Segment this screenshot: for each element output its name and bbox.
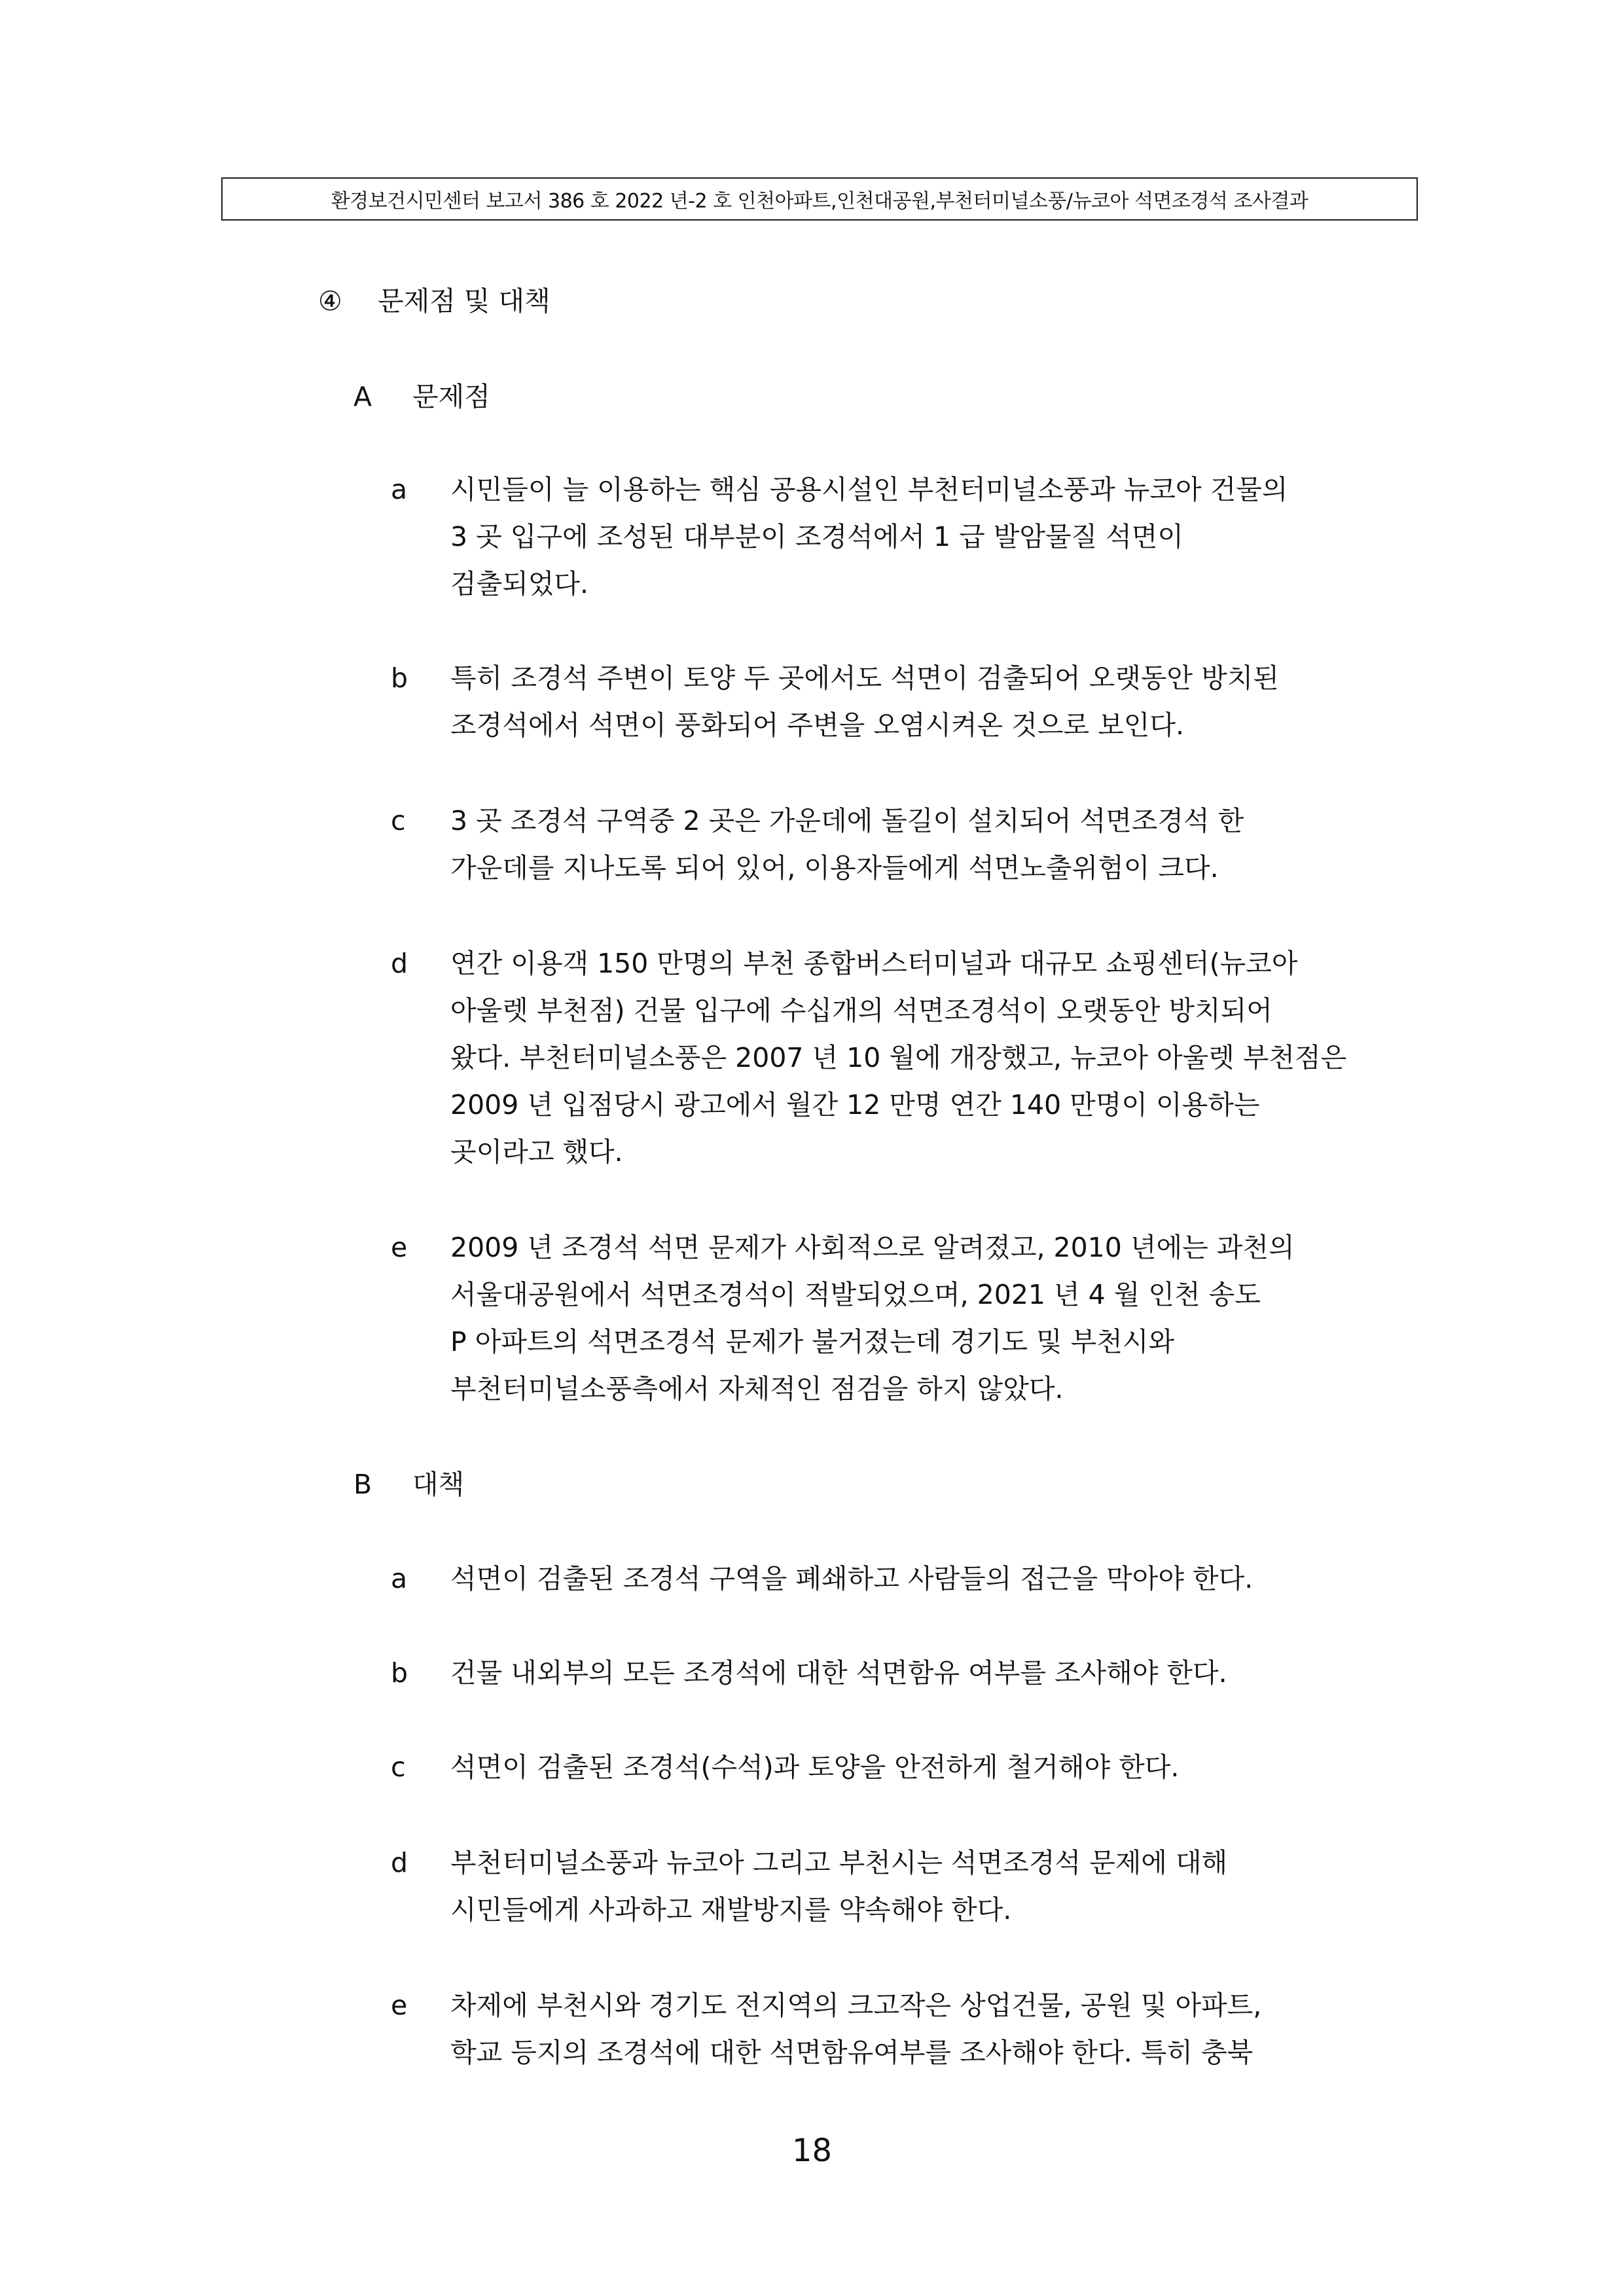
- problem-d-line-4: 2009 년 입점당시 광고에서 월간 12 만명 연간 140 만명이 이용하는: [450, 1089, 1260, 1121]
- problem-a-line-3: 검출되었다.: [450, 568, 589, 600]
- problem-e-line-1: 2009 년 조경석 석면 문제가 사회적으로 알려졌고, 2010 년에는 과천의: [450, 1232, 1295, 1263]
- problems-marker: A: [353, 381, 372, 412]
- section-marker: ④: [318, 285, 342, 317]
- problem-c-line-2: 가운데를 지나도록 되어 있어, 이용자들에게 석면노출위험이 크다.: [450, 852, 1219, 884]
- measure-a-label: a: [391, 1563, 408, 1594]
- section-title: 문제점 및 대책: [378, 285, 550, 317]
- measure-e-line-2: 학교 등지의 조경석에 대한 석면함유여부를 조사해야 한다. 특히 충북: [450, 2037, 1254, 2068]
- problem-b-line-2: 조경석에서 석면이 풍화되어 주변을 오염시켜온 것으로 보인다.: [450, 709, 1184, 741]
- report-header: 환경보건시민센터 보고서 386 호 2022 년-2 호 인천아파트,인천대공원,부천터미널소풍/뉴코아 석면조경석 조사결과: [221, 177, 1418, 221]
- measure-e-line-1: 차제에 부천시와 경기도 전지역의 크고작은 상업건물, 공원 및 아파트,: [450, 1990, 1262, 2021]
- measure-b-label: b: [391, 1657, 408, 1689]
- measure-b-line-1: 건물 내외부의 모든 조경석에 대한 석면함유 여부를 조사해야 한다.: [450, 1657, 1227, 1689]
- measure-d-line-2: 시민들에게 사과하고 재발방지를 약속해야 한다.: [450, 1894, 1012, 1926]
- problem-e-line-2: 서울대공원에서 석면조경석이 적발되었으며, 2021 년 4 월 인천 송도: [450, 1279, 1261, 1310]
- measure-d-label: d: [391, 1847, 408, 1878]
- problem-e-line-4: 부천터미널소풍측에서 자체적인 점검을 하지 않았다.: [450, 1373, 1064, 1405]
- measure-e-label: e: [391, 1990, 408, 2021]
- problem-d-line-1: 연간 이용객 150 만명의 부천 종합버스터미널과 대규모 쇼핑센터(뉴코아: [450, 948, 1298, 979]
- measure-c-label: c: [391, 1751, 406, 1783]
- measures-title: 대책: [412, 1469, 465, 1500]
- problem-e-label: e: [391, 1232, 408, 1263]
- problem-d-line-3: 왔다. 부천터미널소풍은 2007 년 10 월에 개장했고, 뉴코아 아울렛 부천점은: [450, 1042, 1347, 1073]
- measure-a-line-1: 석면이 검출된 조경석 구역을 폐쇄하고 사람들의 접근을 막아야 한다.: [450, 1563, 1254, 1594]
- measure-c-line-1: 석면이 검출된 조경석(수석)과 토양을 안전하게 철거해야 한다.: [450, 1751, 1180, 1783]
- problem-d-line-5: 곳이라고 했다.: [450, 1136, 623, 1168]
- problem-a-line-2: 3 곳 입구에 조성된 대부분이 조경석에서 1 급 발암물질 석면이: [450, 521, 1184, 552]
- problem-e-line-3: P 아파트의 석면조경석 문제가 불거졌는데 경기도 및 부천시와: [450, 1326, 1175, 1357]
- page-number: 18: [791, 2132, 833, 2169]
- problem-a-line-1: 시민들이 늘 이용하는 핵심 공용시설인 부천터미널소풍과 뉴코아 건물의: [450, 474, 1288, 505]
- measures-marker: B: [353, 1469, 372, 1500]
- problem-d-line-2: 아울렛 부천점) 건물 입구에 수십개의 석면조경석이 오랫동안 방치되어: [450, 995, 1272, 1026]
- problem-b-line-1: 특히 조경석 주변이 토양 두 곳에서도 석면이 검출되어 오랫동안 방치된: [450, 662, 1279, 694]
- problem-d-label: d: [391, 948, 408, 979]
- problem-a-label: a: [391, 474, 408, 505]
- problem-c-label: c: [391, 805, 406, 836]
- problem-b-label: b: [391, 662, 408, 694]
- measure-d-line-1: 부천터미널소풍과 뉴코아 그리고 부천시는 석면조경석 문제에 대해: [450, 1847, 1228, 1878]
- problems-title: 문제점: [412, 381, 490, 412]
- problem-c-line-1: 3 곳 조경석 구역중 2 곳은 가운데에 돌길이 설치되어 석면조경석 한: [450, 805, 1244, 836]
